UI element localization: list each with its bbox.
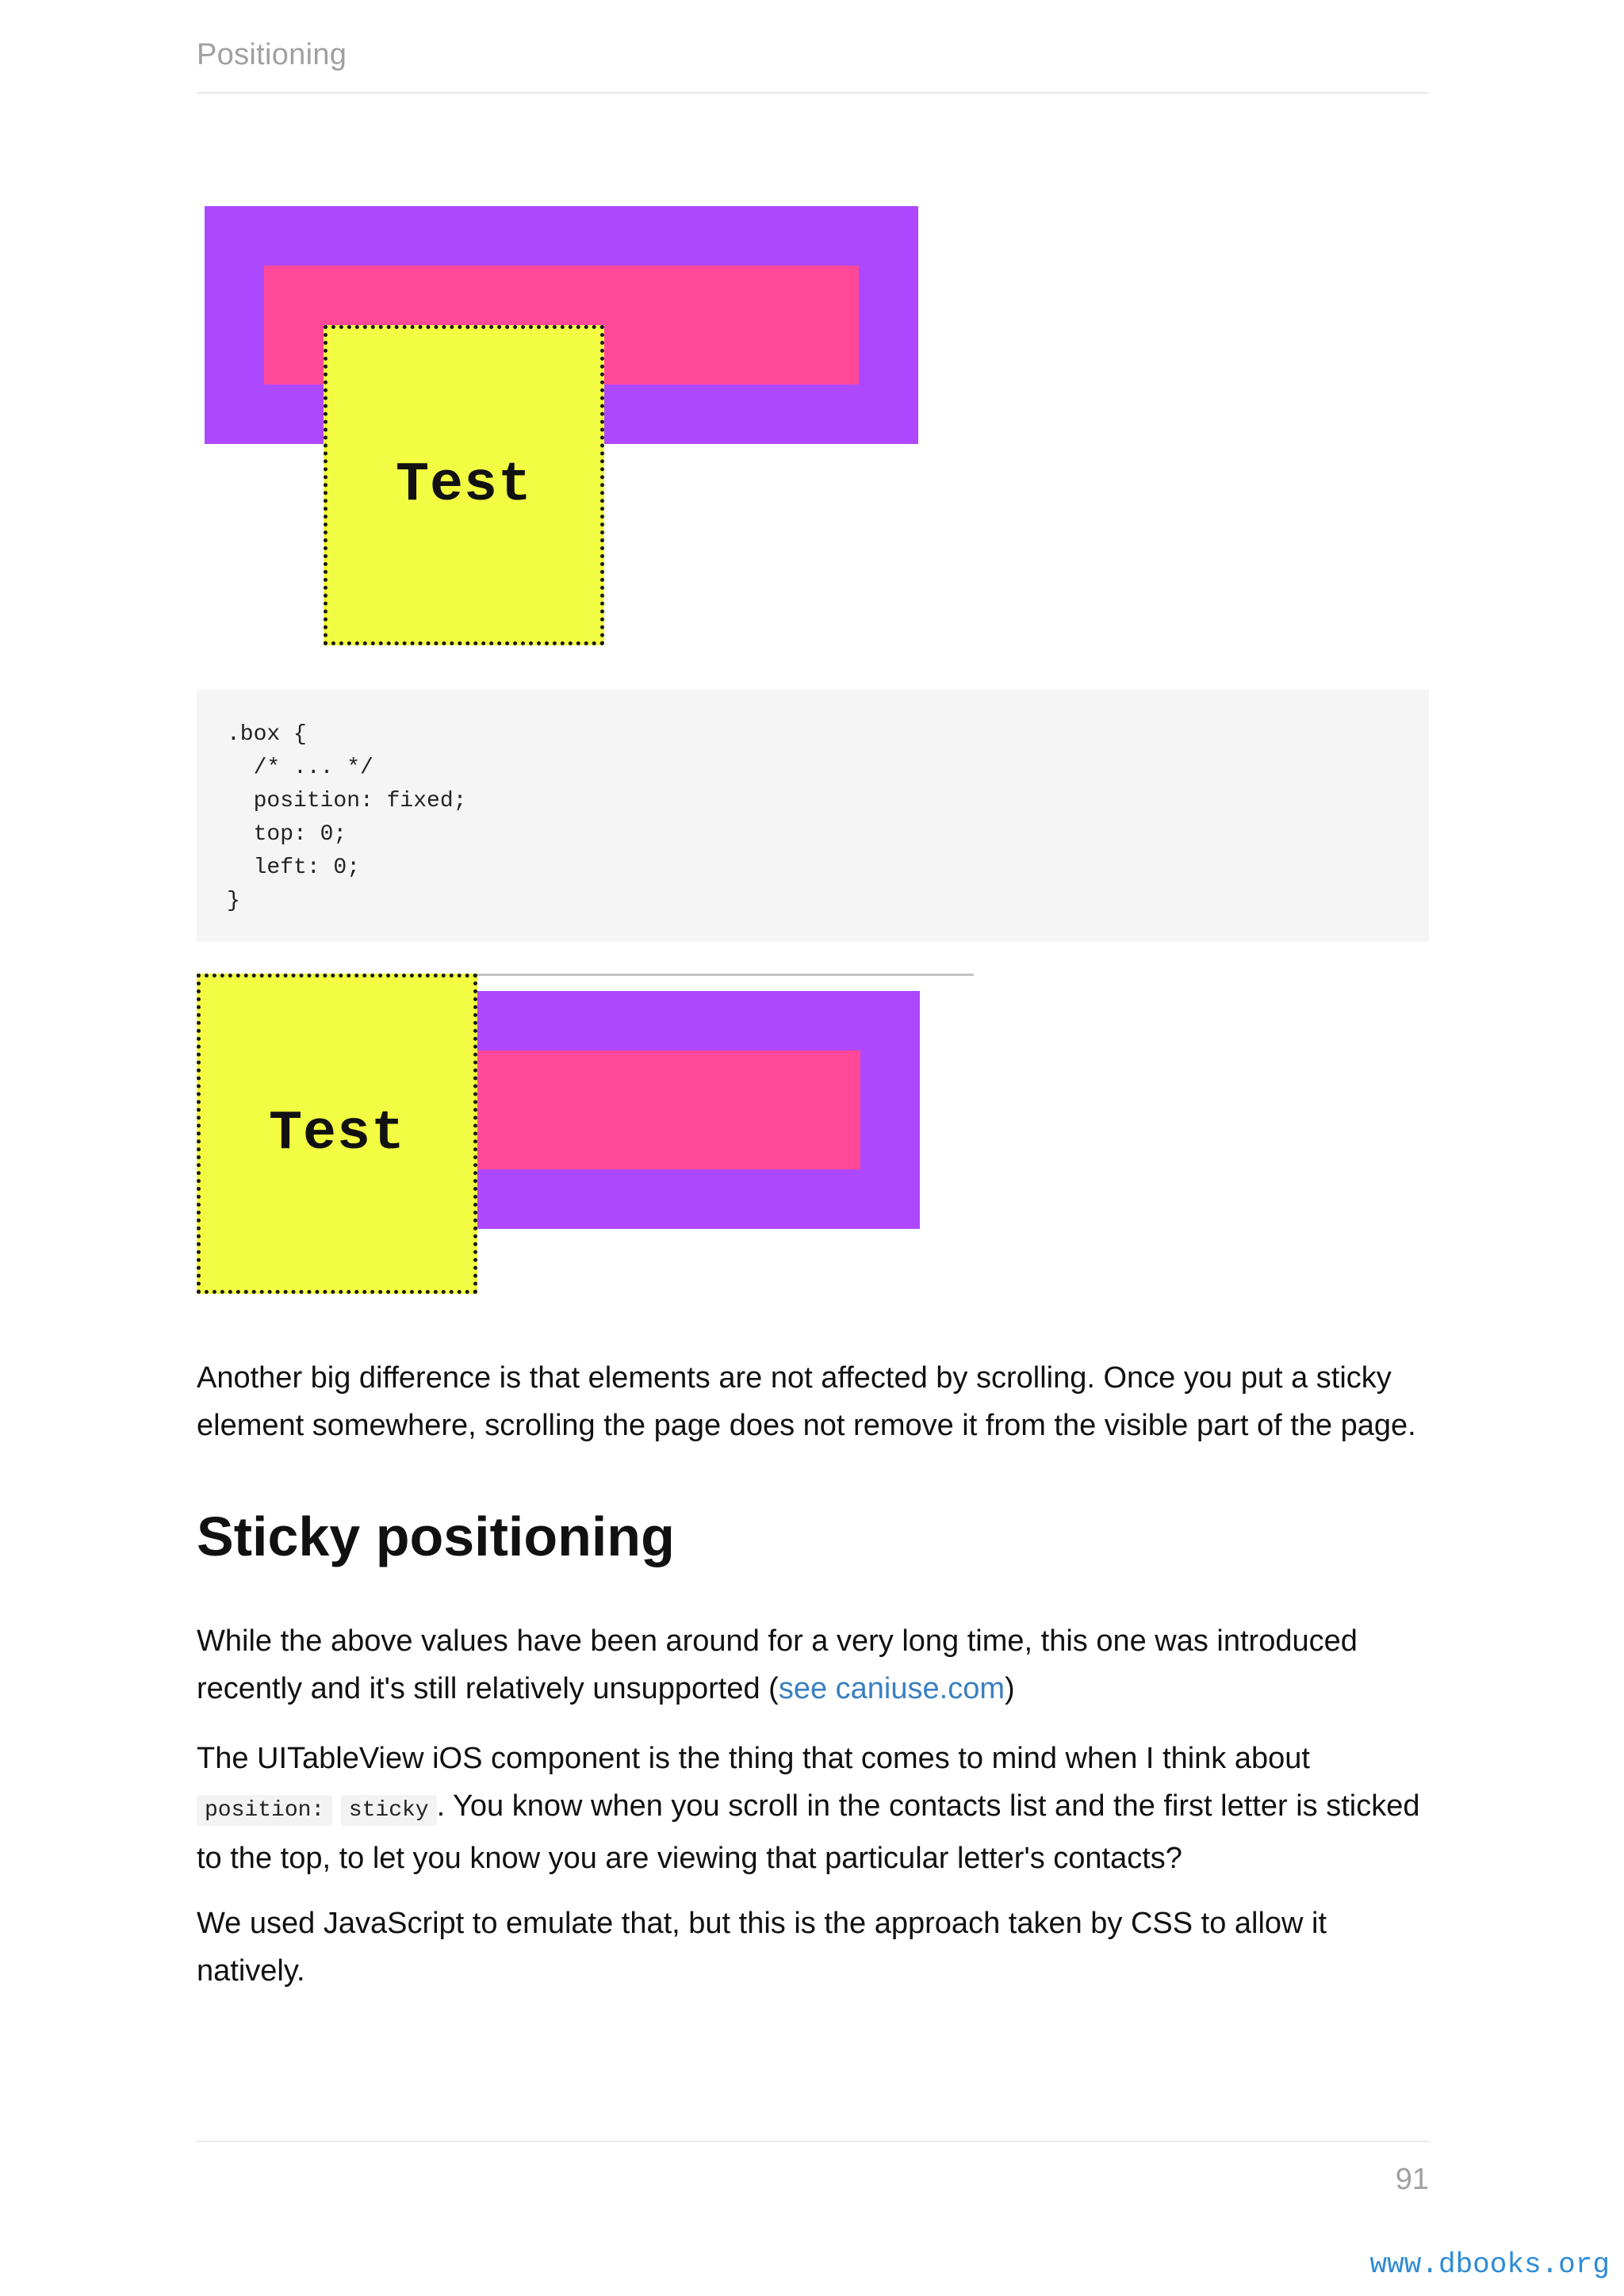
inline-code: sticky <box>341 1795 437 1826</box>
inline-code: position: <box>197 1795 332 1826</box>
paragraph-text: While the above values have been around for a very long time, this one was introduced recently and it's still relatively unsupported ( <box>197 1624 1358 1705</box>
code-line: /* ... */ <box>227 756 373 780</box>
code-line: .box { <box>227 722 307 747</box>
paragraph-text: Another big difference is that elements are not affected by scrolling. Once you put a sticky element somewhere, scrolling the page does not remove it from the visible part of the page. <box>197 1361 1416 1442</box>
caniuse-link[interactable]: see caniuse.com <box>778 1672 1005 1705</box>
paragraph-sticky-intro <box>197 1617 1429 1712</box>
running-header: Positioning <box>197 38 347 71</box>
paragraph-javascript-note <box>197 1900 1429 1995</box>
code-line: position: fixed; <box>227 789 467 813</box>
code-block <box>197 690 1429 942</box>
header-divider <box>197 92 1429 94</box>
code-line: } <box>227 889 240 913</box>
paragraph-fixed-difference <box>197 1354 1429 1449</box>
paragraph-uitableview <box>197 1735 1429 1882</box>
test-box: Test <box>197 974 477 1294</box>
code-line: left: 0; <box>227 855 361 880</box>
paragraph-text: We used JavaScript to emulate that, but this is the approach taken by CSS to allow it natively. <box>197 1907 1327 1988</box>
page-number: 91 <box>1395 2163 1429 2196</box>
paragraph-text: ) <box>1004 1672 1015 1705</box>
watermark-link[interactable]: www.dbooks.org <box>1369 2248 1610 2281</box>
section-heading: Sticky positioning <box>197 1506 675 1567</box>
footer-divider <box>197 2141 1429 2142</box>
positioning-demo-figure-1 <box>205 206 918 650</box>
paragraph-text: . You know when you scroll in the contacts list and the first letter is sticked to the top, to let you know you are viewing that particular letter's contacts? <box>197 1789 1420 1875</box>
code-line: top: 0; <box>227 822 347 847</box>
paragraph-text: The UITableView iOS component is the thing that comes to mind when I think about <box>197 1742 1310 1775</box>
test-box: Test <box>324 325 604 645</box>
positioning-demo-figure-2 <box>197 974 990 1299</box>
